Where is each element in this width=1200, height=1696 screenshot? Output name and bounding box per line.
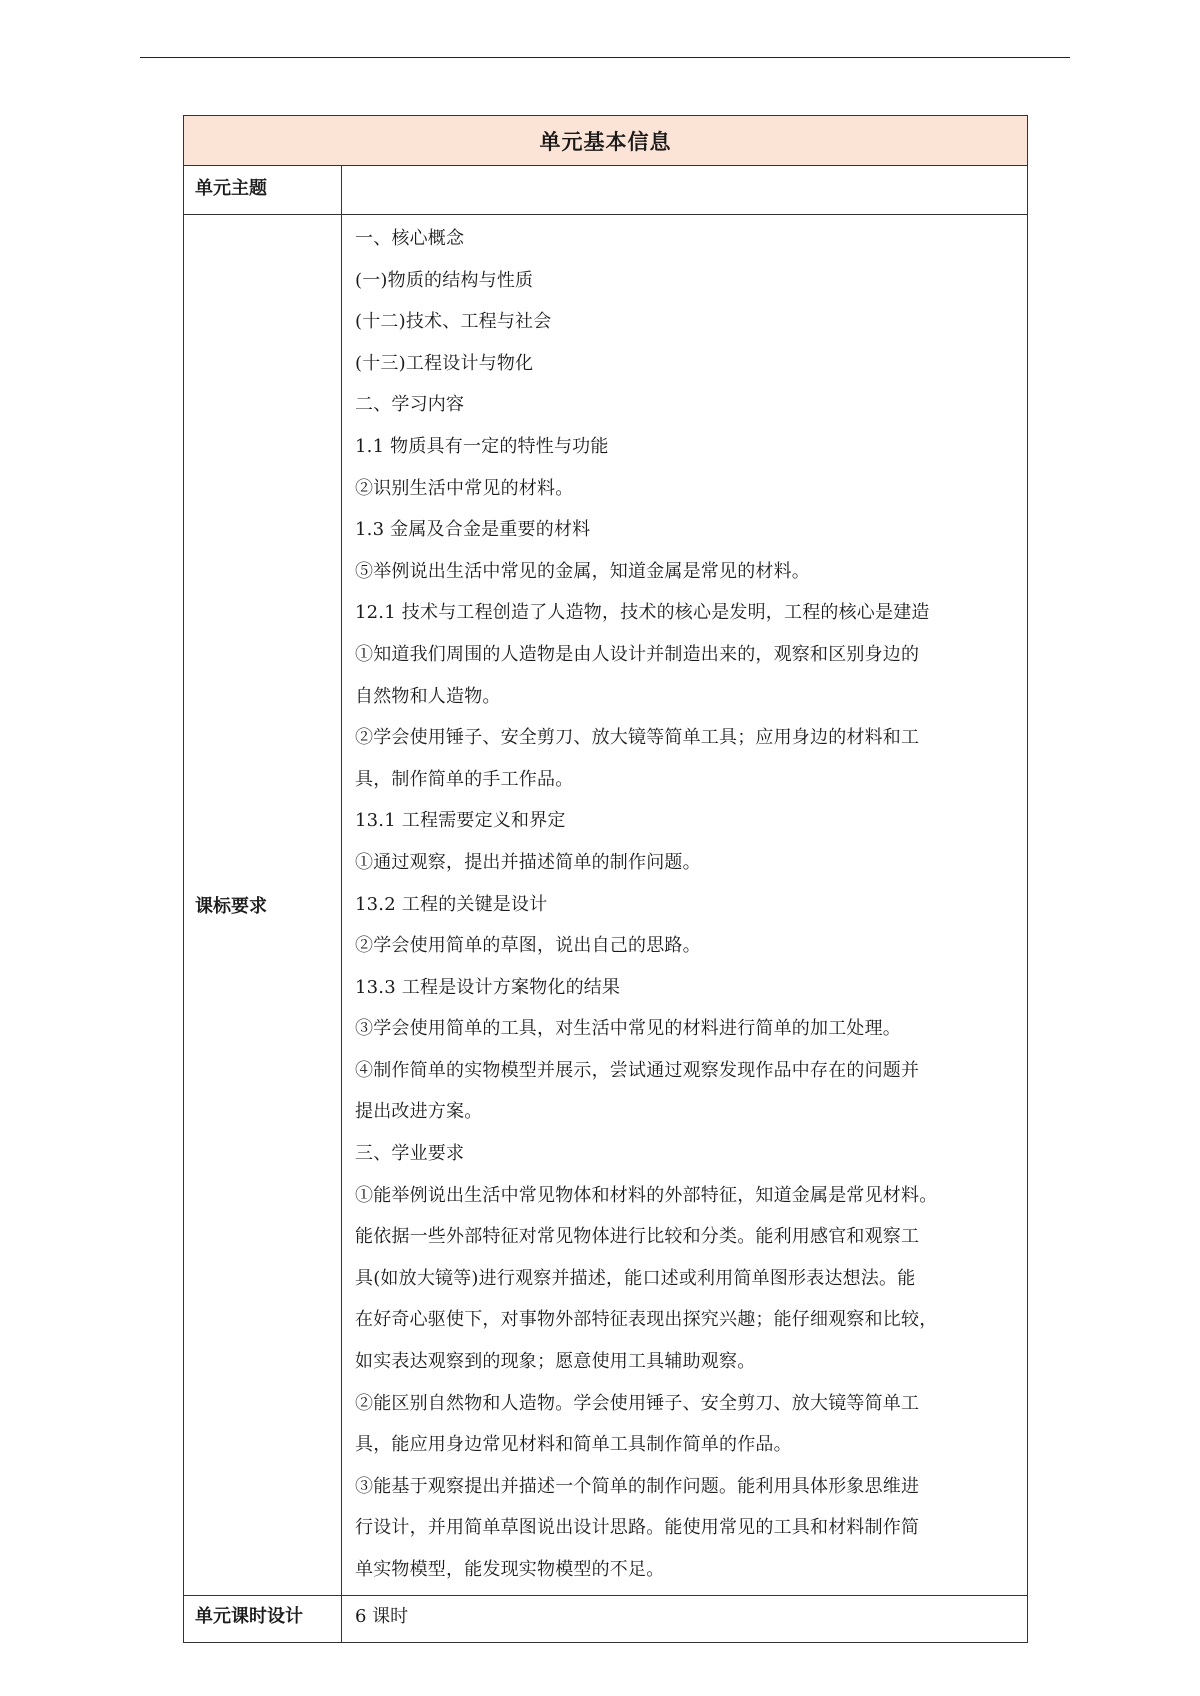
requirement-line: 13.1 工程需要定义和界定	[355, 810, 566, 832]
requirement-line: 一、核心概念	[355, 228, 465, 249]
requirement-line: 1.3 金属及合金是重要的材料	[355, 519, 591, 541]
table-row	[184, 1595, 1028, 1642]
requirement-line: 具，制作简单的手工作品。	[355, 768, 574, 790]
requirement-line: (十三)工程设计与物化	[355, 352, 534, 374]
requirement-line: 二、学习内容	[355, 394, 465, 416]
curriculum-requirements-label: 课标要求	[184, 215, 342, 1596]
requirement-line: ②能区别自然物和人造物。学会使用锤子、安全剪刀、放大镜等简单工	[355, 1392, 920, 1414]
requirement-line: ⑤举例说出生活中常见的金属，知道金属是常见的材料。	[355, 560, 810, 582]
curriculum-requirements-content	[342, 215, 1028, 1596]
requirement-line: 行设计，并用简单草图说出设计思路。能使用常见的工具和材料制作简	[355, 1517, 920, 1539]
requirement-line: ②学会使用简单的草图，说出自己的思路。	[355, 935, 701, 957]
requirement-line: 具，能应用身边常见材料和简单工具制作简单的作品。	[355, 1434, 792, 1456]
requirement-line: 能依据一些外部特征对常见物体进行比较和分类。能利用感官和观察工	[355, 1226, 920, 1248]
requirement-line: ①能举例说出生活中常见物体和材料的外部特征，知道金属是常见材料。	[355, 1184, 938, 1206]
table-row	[184, 215, 1028, 1596]
unit-hours-label: 单元课时设计	[184, 1595, 342, 1642]
requirement-line: ④制作简单的实物模型并展示，尝试通过观察发现作品中存在的问题并	[355, 1059, 920, 1081]
requirement-line: (十二)技术、工程与社会	[355, 311, 552, 333]
unit-theme-label: 单元主题	[184, 166, 342, 215]
requirement-line: ③能基于观察提出并描述一个简单的制作问题。能利用具体形象思维进	[355, 1475, 920, 1497]
table-row	[184, 166, 1028, 215]
requirement-line: ③学会使用简单的工具，对生活中常见的材料进行简单的加工处理。	[355, 1018, 901, 1040]
requirement-line: 如实表达观察到的现象；愿意使用工具辅助观察。	[355, 1351, 756, 1373]
unit-info-table	[183, 115, 1028, 1643]
requirement-line: 三、学业要求	[355, 1143, 465, 1165]
table-title: 单元基本信息	[184, 116, 1028, 166]
requirement-line: ②学会使用锤子、安全剪刀、放大镜等简单工具；应用身边的材料和工	[355, 727, 920, 749]
requirement-line: 12.1 技术与工程创造了人造物，技术的核心是发明，工程的核心是建造	[355, 602, 930, 624]
requirement-line: 单实物模型，能发现实物模型的不足。	[355, 1559, 665, 1580]
header-rule	[140, 57, 1070, 58]
unit-theme-value	[342, 166, 1028, 215]
requirement-line: ①知道我们周围的人造物是由人设计并制造出来的，观察和区别身边的	[355, 643, 920, 665]
requirement-line: 在好奇心驱使下，对事物外部特征表现出探究兴趣；能仔细观察和比较，	[355, 1309, 938, 1331]
requirement-line: 13.2 工程的关键是设计	[355, 893, 548, 915]
requirement-line: ②识别生活中常见的材料。	[355, 477, 574, 499]
requirement-line: ①通过观察，提出并描述简单的制作问题。	[355, 851, 701, 873]
unit-hours-value: 6 课时	[342, 1595, 1028, 1642]
requirement-line: 提出改进方案。	[355, 1101, 483, 1123]
requirement-line: 具(如放大镜等)进行观察并描述，能口述或利用简单图形表达想法。能	[355, 1267, 916, 1289]
requirement-line: 13.3 工程是设计方案物化的结果	[355, 976, 621, 998]
requirement-line: (一)物质的结构与性质	[355, 269, 534, 291]
requirement-line: 自然物和人造物。	[355, 685, 501, 707]
requirement-line: 1.1 物质具有一定的特性与功能	[355, 435, 609, 457]
